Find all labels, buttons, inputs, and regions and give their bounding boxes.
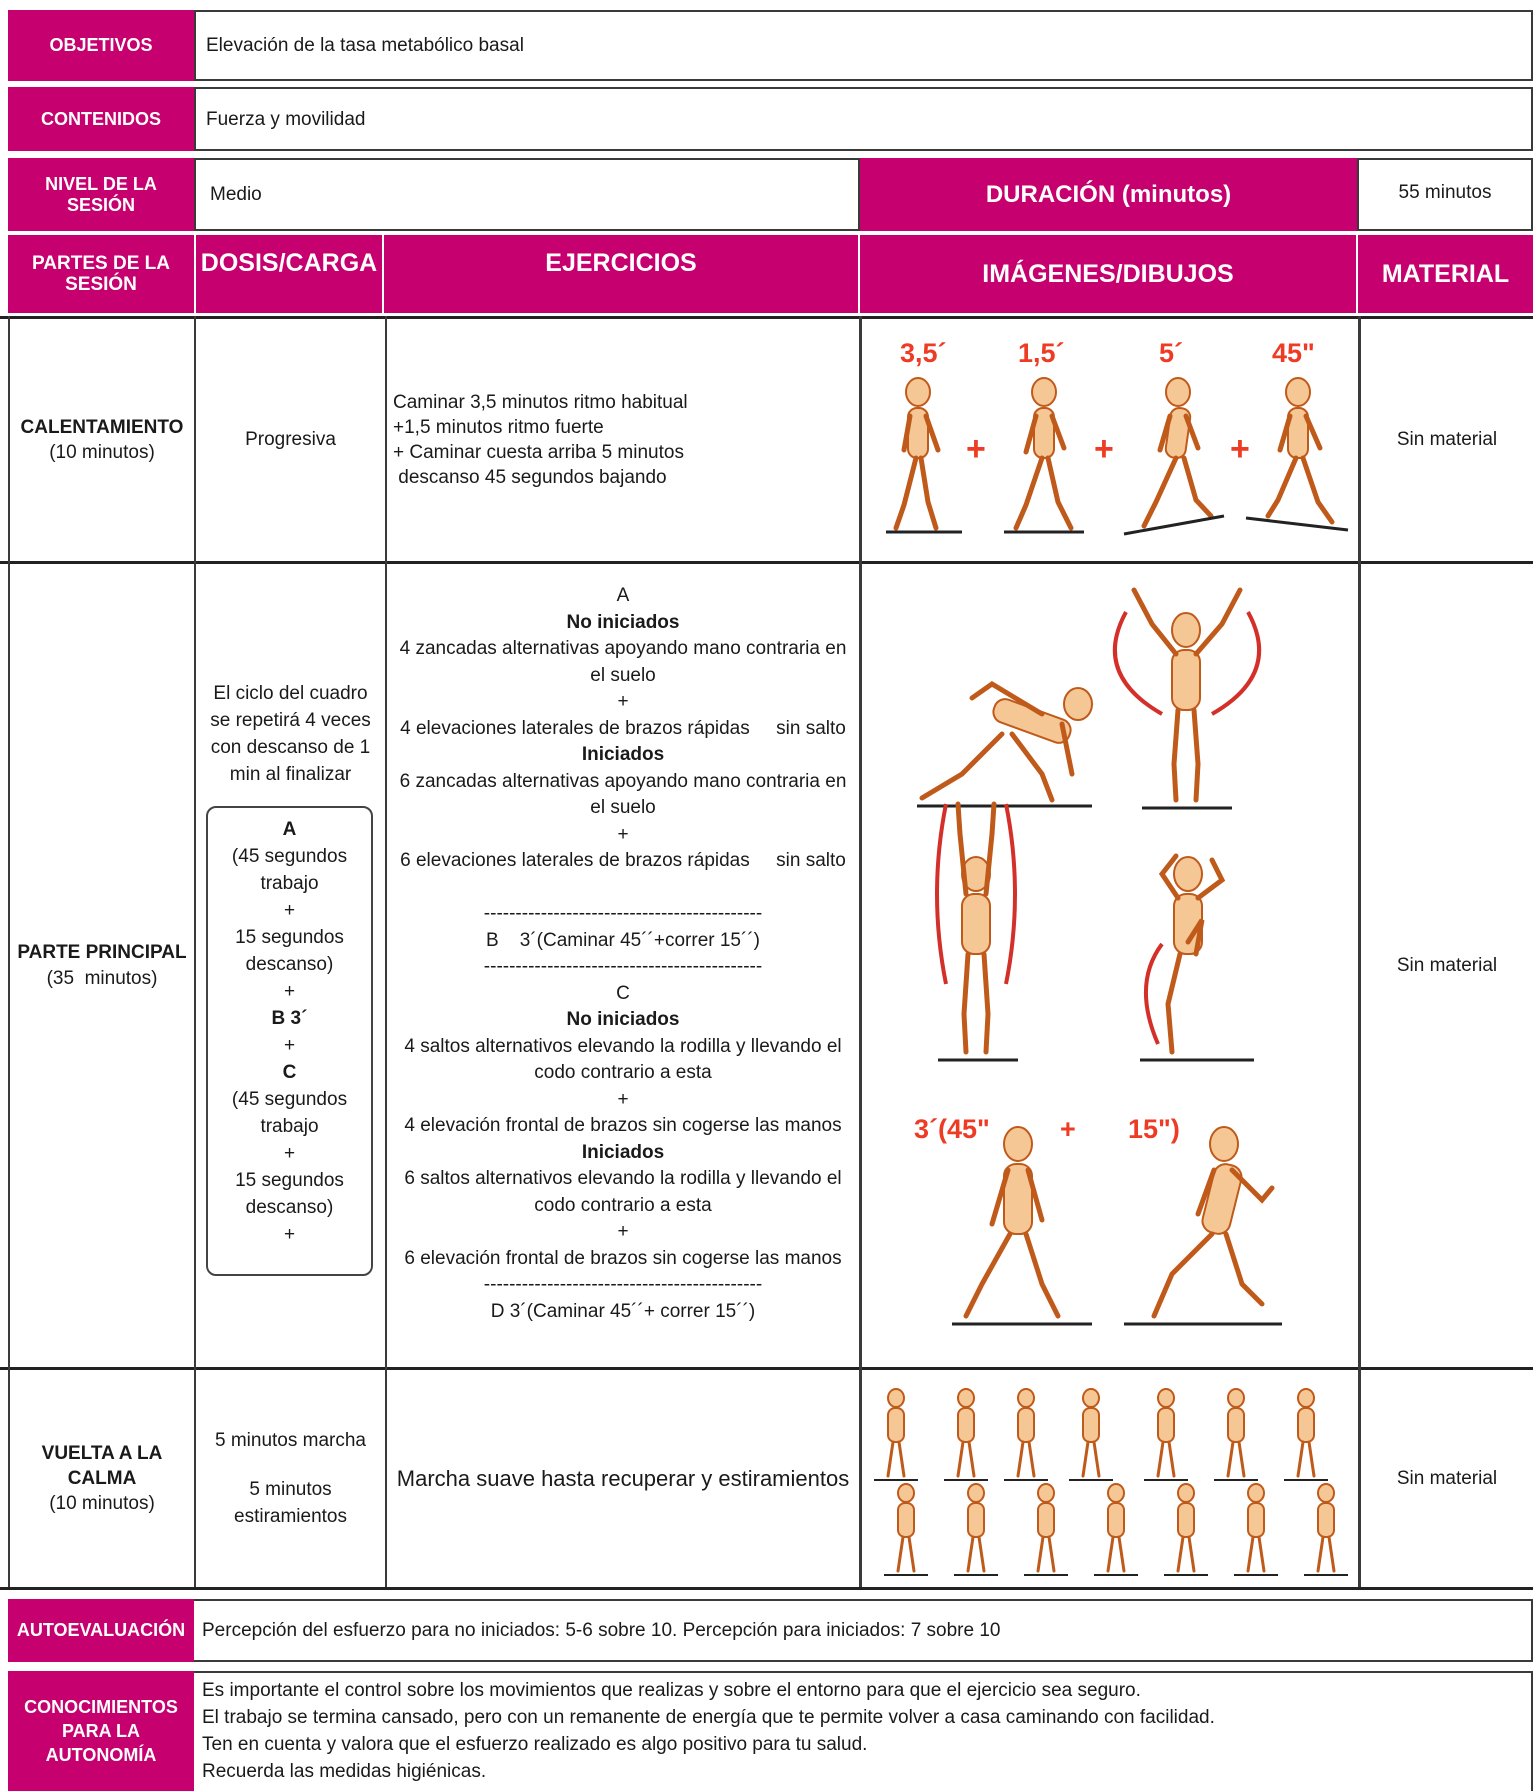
dosis-box-line: descanso) [245,954,334,975]
dosis-box-line: C [282,1062,297,1083]
lunge-figure [917,684,1092,806]
stretch-figure [1004,1389,1048,1480]
calentamiento-line: +1,5 minutos ritmo fuerte [393,416,604,438]
ejercicio-line: el suelo [590,664,656,686]
stretch-figure [884,1484,928,1575]
autoevaluacion-label: AUTOEVALUACIÓN [8,1599,194,1662]
principal-dosis-box [206,806,373,1276]
header-material: MATERIAL [1358,235,1533,313]
vuelta-dosis-line: 5 minutos marcha [214,1430,366,1451]
ejercicio-line: No iniciados [566,611,680,633]
calentamiento-time: (10 minutos) [49,441,155,463]
ejercicio-line: -------------------------------------------- [483,1274,763,1295]
ejercicio-line: 6 elevación frontal de brazos sin cogerse las manos [404,1247,842,1269]
dosis-intro-line: min al finalizar [229,764,352,785]
walker-figure-1 [886,378,962,532]
dosis-box-line: A [282,819,297,840]
dosis-box-line: 15 segundos [235,1170,344,1191]
dosis-box-line: + [283,900,296,921]
ejercicio-line: B 3´(Caminar 45´´+correr 15´´) [486,929,760,951]
stretch-figure [1144,1389,1188,1480]
principal-name-cell [10,564,194,1367]
ejercicio-line: D 3´(Caminar 45´´+ correr 15´´) [490,1300,756,1322]
calentamiento-ejercicios [393,318,857,561]
objetivos-value: Elevación de la tasa metabólico basal [206,35,524,56]
walk-run-figure-2 [1124,1127,1282,1324]
nivel-label: NIVEL DE LA SESIÓN [8,158,194,231]
calentamiento-line: Caminar 3,5 minutos ritmo habitual [393,391,688,413]
header-ejercicios: EJERCICIOS [384,235,858,313]
stretching-figures-illustration [866,1376,1356,1586]
vuelta-time: (10 minutos) [49,1493,155,1514]
plus-icon: + [1230,430,1250,468]
calentamiento-name: CALENTAMIENTO [20,416,184,438]
duracion-cell [1357,158,1533,231]
frontal-raise-figure [937,804,1018,1060]
vuelta-name-cell [10,1370,194,1587]
stretch-figure [954,1484,998,1575]
label-45: 45" [1272,338,1315,368]
ejercicio-line: 4 elevaciones laterales de brazos rápidas sin salto [400,717,846,739]
plus-icon: + [966,430,986,468]
dosis-box-line: descanso) [245,1197,334,1218]
principal-dosis-intro [196,680,385,788]
ejercicio-line: 6 elevaciones laterales de brazos rápidas sin salto [400,850,846,871]
label-5: 5´ [1159,338,1184,368]
ejercicio-line: 6 zancadas alternativas apoyando mano contraria en [399,770,847,792]
ejercicio-line: + [617,1221,629,1242]
ejercicio-line: C [616,982,630,1004]
autoevaluacion-value: Percepción del esfuerzo para no iniciados: 5-6 sobre 10. Percepción para iniciados: 7 sobre 10 [202,1620,1001,1641]
dosis-box-line: + [283,1035,296,1056]
stretch-figure [874,1389,918,1480]
dosis-box-line: (45 segundos [231,846,348,867]
vuelta-dosis-line: 5 minutos [249,1479,332,1500]
walking-figures-illustration [866,320,1356,560]
dosis-box-line: (45 segundos [231,1089,348,1110]
nivel-value: Medio [210,184,262,205]
ejercicio-line: A [616,585,630,606]
ejercicio-line: -------------------------------------------- [483,903,763,924]
contenidos-label: CONTENIDOS [8,87,194,151]
walker-figure-3 [1124,378,1224,534]
ejercicio-line: 4 elevación frontal de brazos sin cogerse las manos [404,1115,842,1136]
ejercicio-line: codo contrario a esta [534,1062,712,1083]
principal-ejercicios [387,583,859,1325]
stretch-figure [1164,1484,1208,1575]
calentamiento-line: + Caminar cuesta arriba 5 minutos [393,441,684,463]
divider [0,1587,1533,1590]
ejercicio-line: + [617,823,629,845]
vuelta-images [866,1376,1356,1586]
ejercicio-line: + [617,1088,629,1110]
nivel-cell [194,158,860,231]
ejercicio-line: 4 saltos alternativos elevando la rodilla y llevando el [404,1035,842,1057]
stretch-figure [1284,1389,1328,1480]
label-1-5: 1,5´ [1018,338,1065,368]
autoevaluacion-cell [194,1599,1533,1662]
principal-material: Sin material [1396,955,1498,976]
exercise-figures-illustration [862,564,1358,1367]
stretch-figure [1024,1484,1068,1575]
conocimientos-cell [194,1671,1533,1791]
dosis-box-line: 15 segundos [235,927,344,948]
ejercicio-line: el suelo [590,797,656,818]
contenidos-value: Fuerza y movilidad [206,108,366,130]
principal-time: (35 minutos) [46,967,158,989]
dosis-box-line: + [283,1224,296,1245]
calentamiento-dosis: Progresiva [245,429,336,450]
conocimientos-label: CONOCIMIENTOS PARA LA AUTONOMÍA [8,1671,194,1791]
ejercicio-line: 6 saltos alternativos elevando la rodilla y llevando el [404,1168,842,1189]
principal-images [862,564,1358,1367]
lateral-raise-figure [1115,590,1259,808]
stretch-figure [1304,1484,1348,1575]
duracion-label: DURACIÓN (minutos) [860,158,1357,231]
dosis-intro-line: se repetirá 4 veces [210,710,371,731]
vuelta-dosis [196,1370,385,1587]
label-3-5: 3,5´ [900,338,947,368]
label-3-45: 3´(45" [914,1114,990,1144]
stretch-figure [1094,1484,1138,1575]
objetivos-cell [194,10,1533,81]
principal-name: PARTE PRINCIPAL [17,941,187,963]
ejercicio-line: 4 zancadas alternativas apoyando mano contraria en [399,638,847,659]
ejercicio-line: + [617,691,629,712]
ejercicio-line: -------------------------------------------- [483,956,763,977]
ejercicio-line [387,875,859,902]
dosis-box-line: B 3´ [271,1008,308,1029]
ejercicio-line: Iniciados [581,1141,665,1163]
walk-run-figure-1 [952,1127,1092,1324]
stretch-figure [944,1389,988,1480]
vuelta-dosis-line: estiramientos [234,1506,347,1527]
calentamiento-material: Sin material [1396,429,1498,450]
dosis-box-line: trabajo [260,873,319,894]
vuelta-material: Sin material [1396,1468,1498,1489]
ejercicio-line: No iniciados [566,1009,680,1030]
header-imagenes: IMÁGENES/DIBUJOS [860,235,1356,313]
dosis-box-line: + [283,981,296,1002]
dosis-intro-line: con descanso de 1 [210,737,371,758]
dosis-box-line: trabajo [260,1116,319,1137]
label-15: 15") [1128,1114,1180,1144]
stretch-figure [1234,1484,1278,1575]
knee-elbow-figure [1140,856,1254,1060]
conocimientos-line: El trabajo se termina cansado, pero con un remanente de energía que te permite volver a casa caminando con facilidad. [202,1707,1215,1728]
header-dosis: DOSIS/CARGA [196,235,382,313]
conocimientos-line: Ten en cuenta y valora que el esfuerzo realizado es algo positivo para tu salud. [202,1734,868,1755]
objetivos-label: OBJETIVOS [8,10,194,81]
contenidos-cell [194,87,1533,151]
walker-figure-4 [1246,378,1348,530]
plus-icon: + [1060,1114,1076,1144]
calentamiento-images [866,320,1356,560]
stretch-figure [1069,1389,1113,1480]
walker-figure-2 [1004,378,1084,532]
plus-icon: + [1094,430,1114,468]
conocimientos-line: Es importante el control sobre los movimientos que realizas y sobre el entorno para que el ejercicio sea seguro. [202,1680,1141,1701]
vuelta-name: VUELTA A LA CALMA [41,1443,163,1489]
dosis-box-line: + [283,1143,296,1164]
header-partes: PARTES DE LA SESIÓN [8,235,194,313]
duracion-value: 55 minutos [1398,181,1492,203]
ejercicio-line: Iniciados [581,744,665,765]
calentamiento-name-cell [10,318,194,561]
conocimientos-line: Recuerda las medidas higiénicas. [202,1761,487,1782]
calentamiento-line: descanso 45 segundos bajando [393,466,667,488]
ejercicio-line: codo contrario a esta [534,1194,712,1216]
stretch-figure [1214,1389,1258,1480]
vuelta-ejercicios: Marcha suave hasta recuperar y estiramientos [396,1465,850,1491]
dosis-intro-line: El ciclo del cuadro [213,683,368,704]
